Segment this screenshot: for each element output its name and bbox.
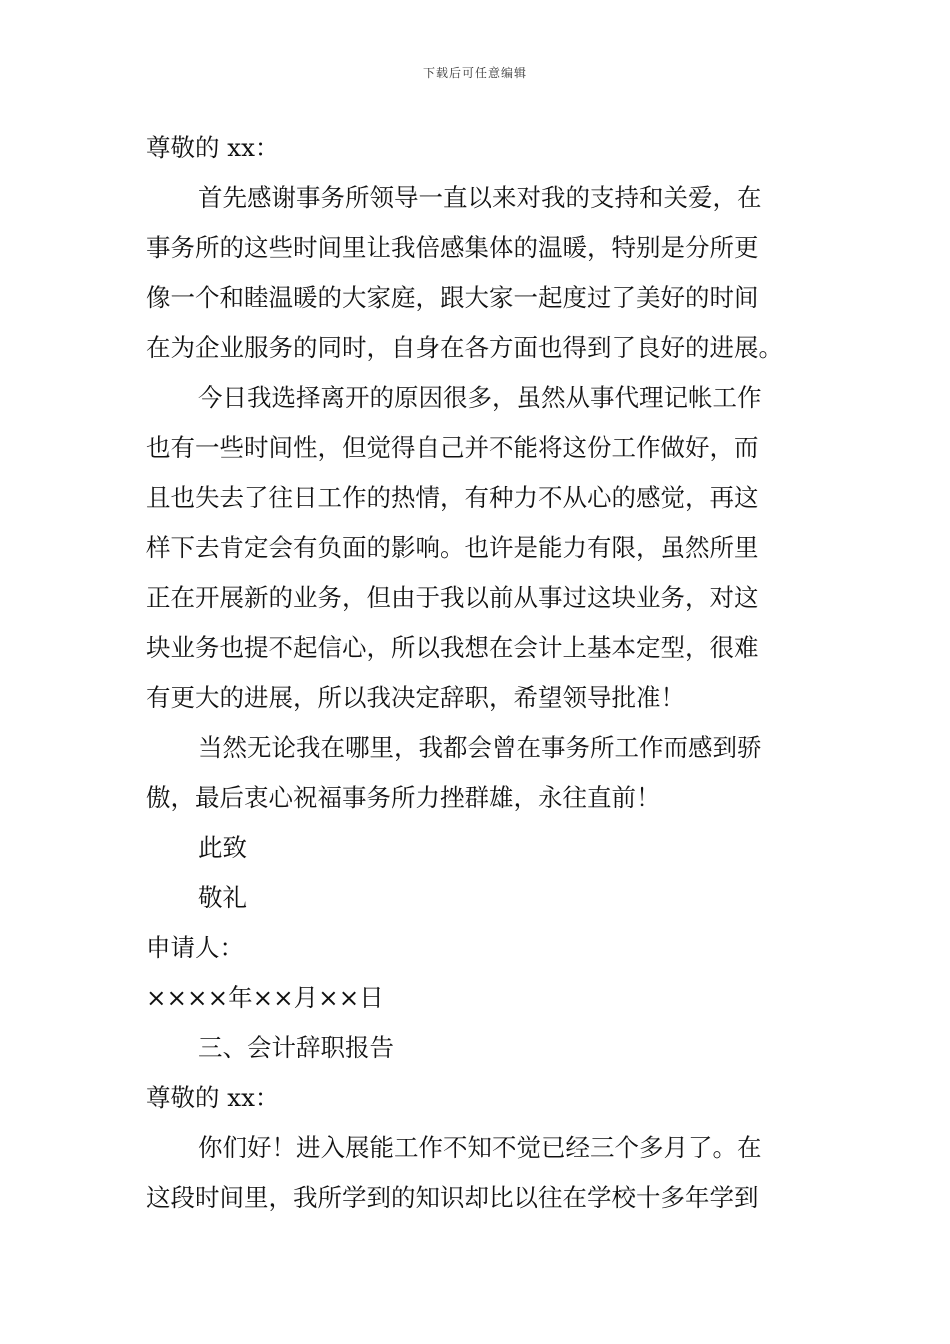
paragraph-line: 正在开展新的业务，但由于我以前从事过这块业务，对这 [146, 583, 759, 612]
salutation-line: 尊敬的 xx： [146, 1083, 280, 1112]
paragraph-line: 首先感谢事务所领导一直以来对我的支持和关爱，在 [198, 183, 762, 212]
paragraph-line: 有更大的进展，所以我决定辞职，希望领导批准！ [146, 683, 685, 712]
paragraph-line: 在为企业服务的同时，自身在各方面也得到了良好的进展。 [146, 333, 783, 362]
paragraph-line: 样下去肯定会有负面的影响。也许是能力有限，虽然所里 [146, 533, 759, 562]
date-line: ××××年××月××日 [146, 983, 384, 1012]
paragraph-line: 像一个和睦温暖的大家庭，跟大家一起度过了美好的时间 [146, 283, 759, 312]
salutation-line: 尊敬的 xx： [146, 133, 280, 162]
paragraph-line: 且也失去了往日工作的热情，有种力不从心的感觉，再这 [146, 483, 759, 512]
paragraph-line: 块业务也提不起信心，所以我想在会计上基本定型，很难 [146, 633, 759, 662]
paragraph-line: 你们好！进入展能工作不知不觉已经三个多月了。在 [198, 1133, 762, 1162]
paragraph-line: 事务所的这些时间里让我倍感集体的温暖，特别是分所更 [146, 233, 759, 262]
paragraph-line: 今日我选择离开的原因很多，虽然从事代理记帐工作 [198, 383, 762, 412]
paragraph-line: 傲，最后衷心祝福事务所力挫群雄，永往直前！ [146, 783, 661, 812]
page-header-note: 下载后可任意编辑 [422, 66, 527, 80]
document-body [146, 123, 808, 1223]
paragraph-line: 当然无论我在哪里，我都会曾在事务所工作而感到骄 [198, 733, 762, 762]
applicant-line: 申请人： [146, 933, 244, 962]
paragraph-line: 也有一些时间性，但觉得自己并不能将这份工作做好，而 [146, 433, 759, 462]
closing-line: 此致 [198, 833, 247, 862]
section-heading: 三、会计辞职报告 [198, 1033, 394, 1062]
paragraph-line: 这段时间里，我所学到的知识却比以往在学校十多年学到 [146, 1183, 759, 1212]
closing-line: 敬礼 [198, 883, 247, 912]
